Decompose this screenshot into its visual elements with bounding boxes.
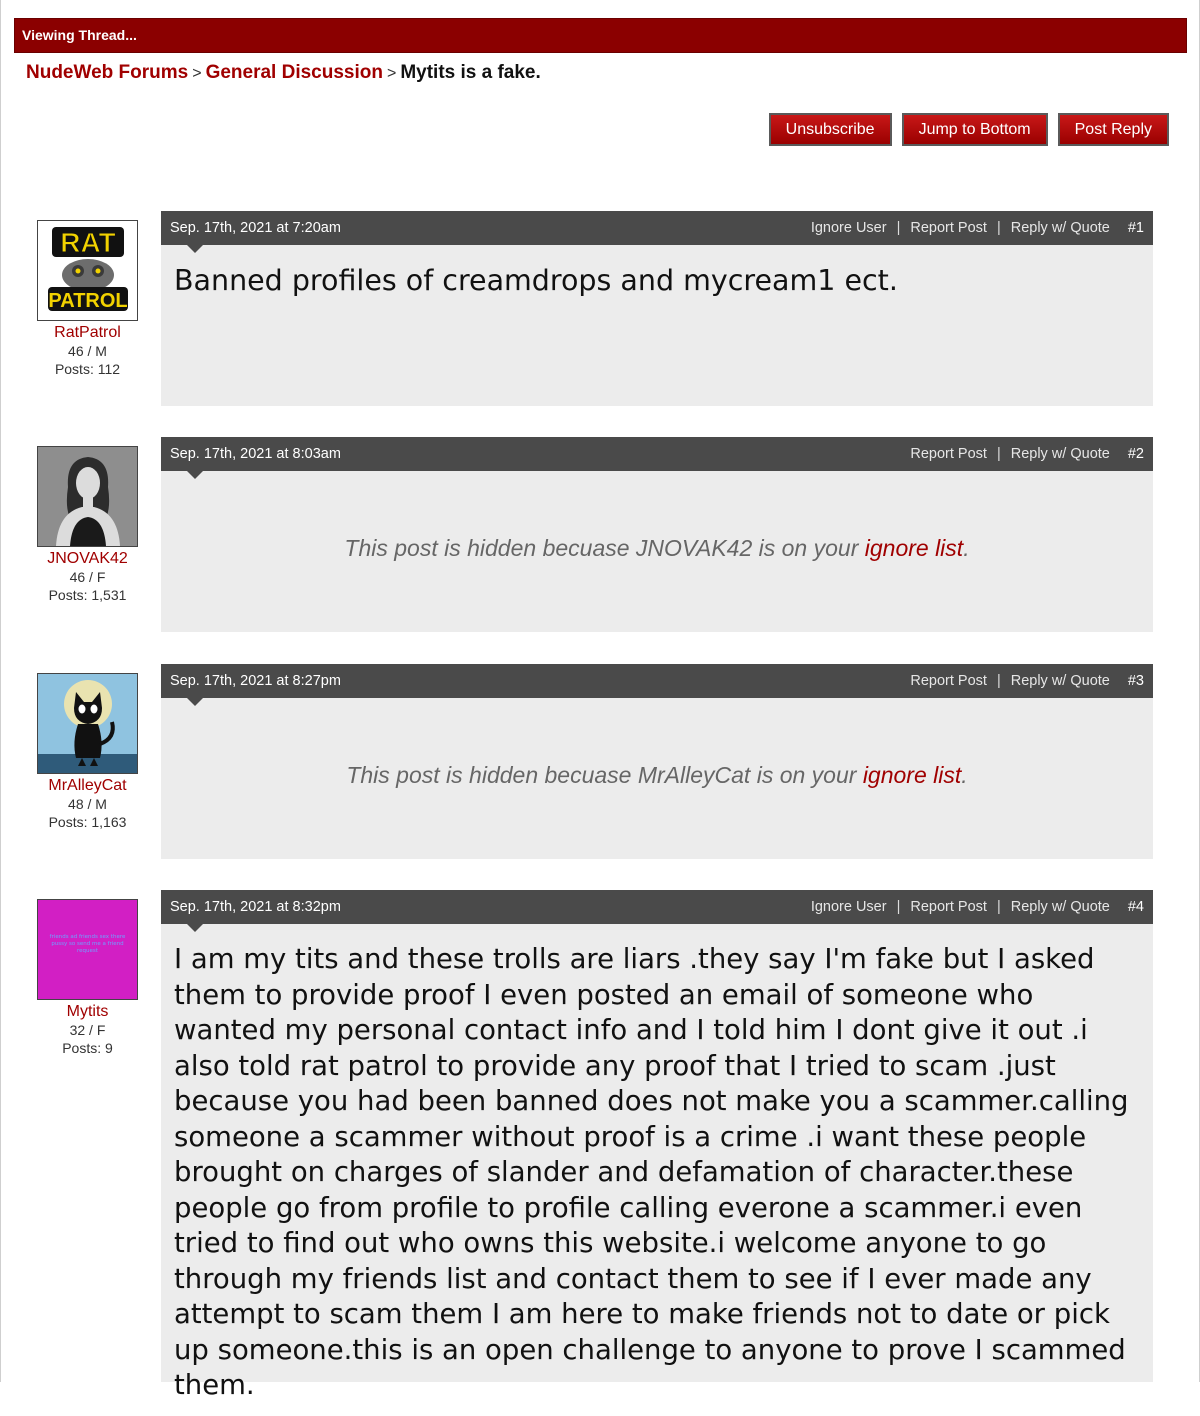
report-post-link[interactable]: Report Post: [910, 446, 987, 462]
post-actions: [910, 664, 1144, 698]
post-box: [161, 890, 1153, 1401]
post-number-link[interactable]: #1: [1127, 220, 1144, 236]
reply-with-quote-link[interactable]: Reply w/ Quote: [1010, 899, 1110, 915]
username-link[interactable]: Mytits: [66, 1003, 109, 1020]
post-box: [161, 437, 1153, 632]
magenta-text-avatar-icon: [38, 900, 137, 999]
post-reply-button[interactable]: Post Reply: [1058, 113, 1169, 146]
link-separator: |: [996, 446, 1001, 462]
user-age-gender: 48 / M: [68, 796, 107, 812]
ignore-list-link[interactable]: ignore list: [864, 535, 964, 561]
user-age-gender: 32 / F: [69, 1022, 106, 1038]
hidden-notice-period: .: [963, 535, 970, 561]
breadcrumb-separator: >: [192, 65, 202, 82]
post-box: [161, 664, 1153, 859]
username-link[interactable]: MrAlleyCat: [48, 777, 127, 794]
post-date: Sep. 17th, 2021 at 7:20am: [170, 220, 341, 236]
avatar[interactable]: [37, 446, 138, 547]
post-box: [161, 211, 1153, 406]
header-notch: [187, 245, 203, 253]
post-header: [161, 437, 1153, 471]
thread-actions: [769, 113, 1169, 146]
post-date: Sep. 17th, 2021 at 8:32pm: [170, 899, 341, 915]
post-header: [161, 664, 1153, 698]
post-number-link[interactable]: #3: [1127, 673, 1144, 689]
user-info: [37, 549, 138, 604]
post-header: [161, 890, 1153, 924]
post-number-link[interactable]: #4: [1127, 899, 1144, 915]
user-post-count: Posts: 9: [62, 1040, 113, 1056]
user-info: [37, 323, 138, 378]
avatar[interactable]: [37, 899, 138, 1000]
post-date: Sep. 17th, 2021 at 8:03am: [170, 446, 341, 462]
breadcrumb-forum-link[interactable]: NudeWeb Forums: [26, 62, 189, 83]
user-age-gender: 46 / M: [68, 343, 107, 359]
post-actions: [811, 211, 1144, 245]
hidden-post-notice: [161, 698, 1153, 789]
post-date: Sep. 17th, 2021 at 8:27pm: [170, 673, 341, 689]
report-post-link[interactable]: Report Post: [910, 899, 987, 915]
post-body: I am my tits and these trolls are liars .they say I'm fake but I asked them to provide proof I even posted an email of someone who wanted my personal contact info and I told him I dont give it out .i also told rat patrol to provide any proof that I tried to scam .just because you had been banned does not make you a scammer.calling someone a scammer without proof is a crime .i want these people brought on charges of slander and defamation of character.these people go from profile to profile calling everone a scammer.i even tried to find out who owns this website.i welcome anyone to go through my friends list and contact them to see if I ever made any attempt to scam them I am here to make friends not to date or pick up someone.this is an open challenge to anyone to prove I scammed them.: [174, 943, 1129, 1401]
header-notch: [187, 471, 203, 479]
post-number-link[interactable]: #2: [1127, 446, 1144, 462]
post-actions: [811, 890, 1144, 924]
user-info: [37, 1002, 138, 1057]
post-body: Banned profiles of creamdrops and mycream1 ect.: [174, 264, 898, 297]
reply-with-quote-link[interactable]: Reply w/ Quote: [1010, 446, 1110, 462]
avatar-caption: friends ad friends sex there pussy so send me a friend request: [49, 934, 126, 954]
avatar-logo-text-top: RAT: [60, 227, 116, 258]
link-separator: |: [996, 899, 1001, 915]
title-bar-text: Viewing Thread...: [22, 27, 137, 43]
report-post-link[interactable]: Report Post: [910, 673, 987, 689]
ignore-user-link[interactable]: Ignore User: [810, 899, 887, 915]
avatar-logo-text-bottom: PATROL: [48, 290, 128, 312]
header-notch: [187, 698, 203, 706]
ignore-user-link[interactable]: Ignore User: [810, 220, 887, 236]
thread-title-bar: [14, 18, 1187, 53]
breadcrumb-category-link[interactable]: General Discussion: [205, 62, 383, 83]
user-info: [37, 776, 138, 831]
hidden-notice-period: .: [961, 762, 968, 788]
link-separator: |: [996, 673, 1001, 689]
reply-with-quote-link[interactable]: Reply w/ Quote: [1010, 673, 1110, 689]
user-post-count: Posts: 1,531: [48, 587, 127, 603]
link-separator: |: [996, 220, 1001, 236]
username-link[interactable]: RatPatrol: [54, 324, 121, 341]
user-age-gender: 46 / F: [69, 569, 106, 585]
report-post-link[interactable]: Report Post: [910, 220, 987, 236]
link-separator: |: [896, 220, 901, 236]
hidden-notice-text: This post is hidden becuase MrAlleyCat is on your: [346, 762, 863, 788]
username-link[interactable]: JNOVAK42: [47, 550, 128, 567]
breadcrumb-thread-title: Mytits is a fake.: [400, 62, 541, 83]
post-header: [161, 211, 1153, 245]
female-silhouette-icon: [38, 447, 137, 546]
hidden-notice-text: This post is hidden becuase JNOVAK42 is on your: [344, 535, 865, 561]
user-post-count: Posts: 1,163: [48, 814, 127, 830]
jump-to-bottom-button[interactable]: Jump to Bottom: [902, 113, 1048, 146]
post-actions: [910, 437, 1144, 471]
reply-with-quote-link[interactable]: Reply w/ Quote: [1010, 220, 1110, 236]
user-post-count: Posts: 112: [54, 361, 121, 377]
avatar[interactable]: [37, 220, 138, 321]
breadcrumb: [26, 61, 541, 86]
unsubscribe-button[interactable]: Unsubscribe: [769, 113, 892, 146]
rat-patrol-logo-icon: [38, 221, 137, 320]
header-notch: [187, 924, 203, 932]
link-separator: |: [896, 899, 901, 915]
breadcrumb-separator: >: [386, 65, 397, 82]
ignore-list-link[interactable]: ignore list: [862, 762, 962, 788]
cartoon-cat-icon: [38, 674, 137, 773]
avatar[interactable]: [37, 673, 138, 774]
hidden-post-notice: [161, 471, 1153, 562]
